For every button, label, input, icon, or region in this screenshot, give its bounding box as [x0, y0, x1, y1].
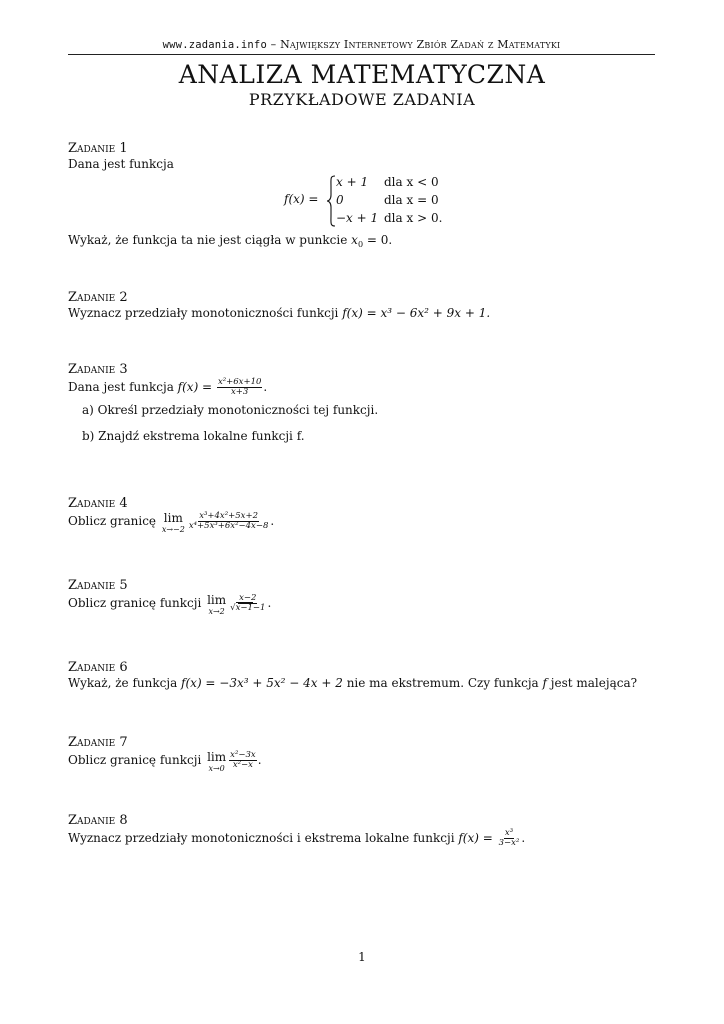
header-rule — [68, 54, 655, 55]
fraction-numerator: x²−3x — [230, 750, 256, 760]
task-3 — [68, 362, 658, 455]
fraction-numerator: x³+4x²+5x+2 — [199, 511, 258, 521]
case-condition: dla x > 0. — [384, 211, 443, 225]
limit-subscript: x→2 — [208, 607, 225, 616]
math-subscript: 0 — [357, 240, 364, 249]
function-lhs: f(x) = — [284, 192, 319, 206]
math-var: x — [351, 233, 358, 247]
case-condition: dla x < 0 — [384, 175, 439, 189]
fraction — [229, 751, 257, 770]
document-title: ANALIZA MATEMATYCZNA — [178, 60, 546, 89]
sqrt-icon: √ — [230, 603, 236, 613]
task-text — [68, 233, 658, 248]
task-5 — [68, 578, 658, 616]
fraction-denominator: x+3 — [231, 387, 249, 397]
task-1-question — [68, 233, 658, 248]
task-title: Zadanie 6 — [68, 660, 128, 675]
task-title: Zadanie 8 — [68, 813, 128, 828]
task-title: Zadanie 2 — [68, 290, 128, 305]
task-text — [68, 512, 658, 534]
fraction-denominator: x⁴+5x³+6x²−4x−8 — [188, 521, 269, 531]
fraction — [229, 594, 266, 613]
case-expr: x + 1 — [336, 175, 369, 189]
left-brace-icon — [326, 175, 336, 227]
limit-label: lim — [207, 750, 227, 764]
text-segment: . — [270, 514, 275, 528]
task-8 — [68, 813, 658, 848]
fraction-numerator: x−2 — [239, 593, 257, 603]
limit-subscript: x→−2 — [161, 525, 185, 534]
fraction — [217, 378, 262, 397]
math-lhs: f(x) = — [177, 380, 213, 394]
task-6 — [68, 660, 658, 691]
limit-label: lim — [163, 511, 183, 525]
task-text — [68, 306, 658, 321]
fraction-numerator: x²+6x+10 — [217, 377, 262, 387]
fraction-denominator: 3−x² — [498, 838, 520, 848]
task-text: Dana jest funkcja — [68, 157, 174, 171]
task-title: Zadanie 4 — [68, 496, 128, 511]
text-segment: . — [263, 380, 268, 394]
fraction-denominator: x²−x — [232, 760, 253, 770]
text-segment: nie ma ekstremum. Czy funkcja — [342, 676, 543, 690]
document-subtitle: PRZYKŁADOWE ZADANIA — [248, 90, 476, 109]
task-text — [68, 378, 658, 397]
text-segment: Wyznacz przedziały monotoniczności funkcji — [68, 306, 343, 320]
task-7 — [68, 735, 658, 773]
header-tagline: Największy Internetowy Zbiór Zadań z Matematyki — [280, 38, 561, 51]
text-segment: Wykaż, że funkcja ta nie jest ciągła w punkcie — [68, 233, 352, 247]
text-segment: Dana jest funkcja — [68, 380, 178, 394]
site-url[interactable]: www.zadania.info — [162, 39, 267, 51]
fraction-denominator — [229, 604, 266, 613]
math-lhs: f(x) = — [458, 831, 493, 845]
task-title: Zadanie 5 — [68, 578, 128, 593]
sub-item: b) Znajdź ekstrema lokalne funkcji f. — [82, 429, 305, 443]
task-title: Zadanie 1 — [68, 141, 128, 156]
limit-subscript: x→0 — [208, 764, 225, 773]
task-text — [68, 751, 658, 773]
case-condition: dla x = 0 — [384, 193, 439, 207]
fraction — [498, 829, 521, 848]
text-segment: . — [267, 596, 272, 610]
text-segment: Wykaż, że funkcja — [68, 676, 182, 690]
task-text — [68, 594, 658, 616]
text-segment: Oblicz granicę — [68, 514, 160, 528]
text-segment: . — [521, 831, 526, 845]
header-separator: – — [266, 38, 281, 51]
limit-operator — [207, 751, 226, 773]
denominator-rest: −1 — [252, 603, 266, 613]
math-formula: f(x) = −3x³ + 5x² − 4x + 2 — [181, 676, 343, 690]
text-segment: = 0. — [363, 233, 393, 247]
case-expr: 0 — [336, 193, 344, 207]
task-2 — [68, 290, 658, 321]
text-segment: Oblicz granicę funkcji — [68, 596, 206, 610]
limit-label: lim — [207, 593, 227, 607]
task-4 — [68, 496, 658, 534]
task-title: Zadanie 3 — [68, 362, 128, 377]
fraction-numerator: x³ — [504, 828, 514, 838]
fraction — [188, 512, 270, 531]
running-header — [68, 38, 655, 51]
task-1 — [68, 141, 658, 172]
text-segment: . — [257, 753, 262, 767]
math-var: f — [542, 676, 547, 690]
text-segment: jest malejąca? — [546, 676, 638, 690]
math-formula: f(x) = x³ − 6x² + 9x + 1. — [342, 306, 491, 320]
text-segment: Wyznacz przedziały monotoniczności i ekstrema lokalne funkcji — [68, 831, 459, 845]
sqrt-radicand: x−1 — [235, 603, 253, 613]
sub-item: a) Określ przedziały monotoniczności tej funkcji. — [82, 403, 379, 417]
task-title: Zadanie 7 — [68, 735, 128, 750]
task-text — [68, 676, 658, 691]
page-number: 1 — [358, 950, 366, 964]
sub-item-list — [68, 403, 658, 444]
case-expr: −x + 1 — [336, 211, 379, 225]
text-segment: Oblicz granicę funkcji — [68, 753, 206, 767]
limit-operator — [162, 512, 185, 534]
limit-operator — [207, 594, 226, 616]
task-text — [68, 829, 658, 848]
